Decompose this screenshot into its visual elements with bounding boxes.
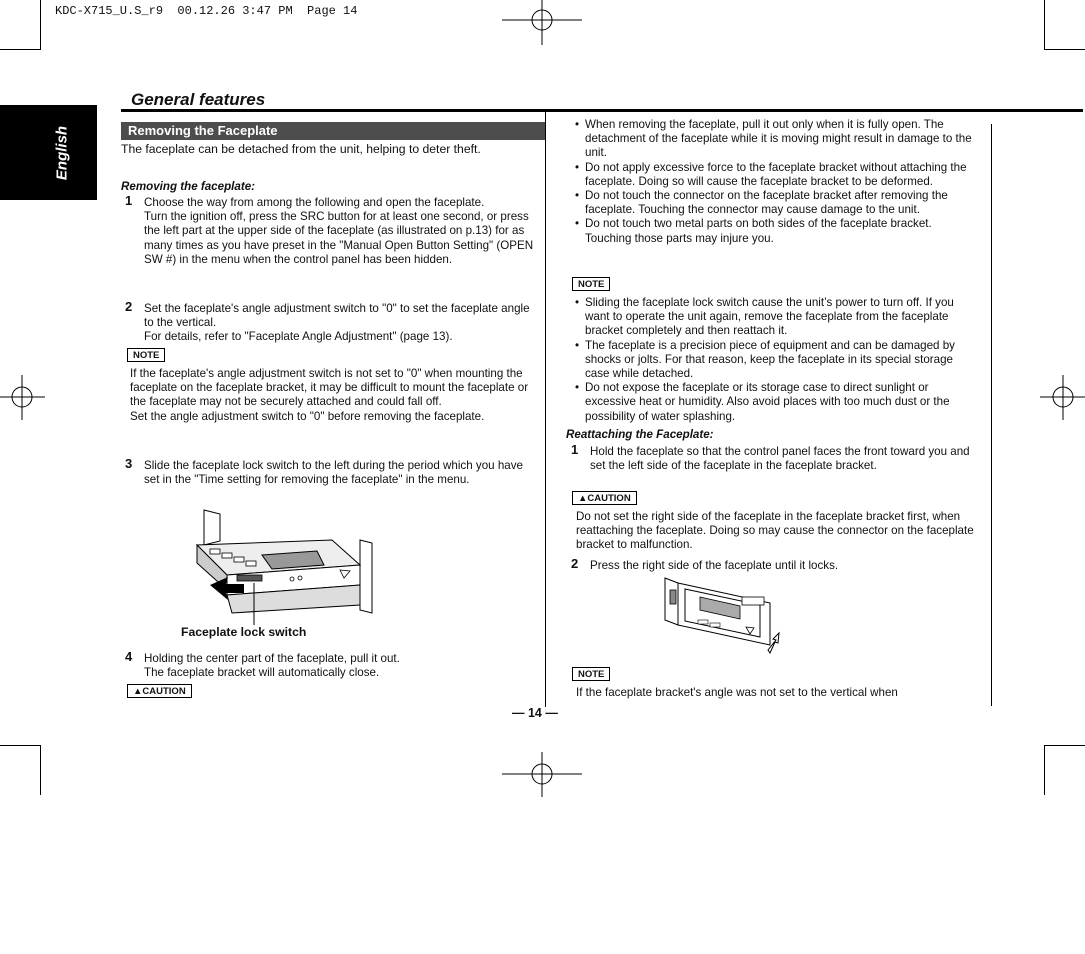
- page-title: General features: [131, 90, 266, 109]
- step-2-text: Set the faceplate's angle adjustment switch to "0" to set the faceplate angle to the vertical. For details, refer to "Faceplate Angle Adjustment" (page 13).: [144, 302, 530, 344]
- step-number: 2: [125, 299, 133, 314]
- step-number: 4: [125, 649, 133, 664]
- list-item: • Do not apply excessive force to the faceplate bracket without attaching the faceplate. Doing so will cause the faceplate bracket to be deformed.: [575, 161, 977, 189]
- subhead-removing: Removing the faceplate:: [121, 180, 256, 193]
- list-item: • When removing the faceplate, pull it out only when it is fully open. The detachment of the faceplate while it is moving might result in damage to the unit.: [575, 118, 977, 161]
- step-number: 2: [571, 556, 579, 571]
- bullet-list-top: [575, 118, 977, 246]
- registration-mark-right: [1040, 375, 1085, 420]
- registration-mark-left: [0, 375, 45, 420]
- step-4-text: Holding the center part of the faceplate, pull it out. The faceplate bracket will automatically close.: [144, 652, 400, 680]
- column-divider: [545, 112, 546, 707]
- reattach-step-1-text: Hold the faceplate so that the control panel faces the front toward you and set the left side of the faceplate in the faceplate bracket.: [590, 445, 970, 473]
- note-badge: NOTE: [127, 348, 165, 362]
- step-3-text: Slide the faceplate lock switch to the left during the period which you have set in the "Time setting for removing the faceplate" in the menu.: [144, 459, 523, 487]
- right-margin-rule: [991, 124, 992, 706]
- step-number: 3: [125, 456, 133, 471]
- note-badge: NOTE: [572, 667, 610, 681]
- intro-text: The faceplate can be detached from the unit, helping to deter theft.: [121, 142, 481, 156]
- list-item: • Do not touch the connector on the faceplate bracket after removing the faceplate. Touching the connector may cause damage to the unit.: [575, 189, 977, 217]
- subhead-reattaching: Reattaching the Faceplate:: [566, 428, 714, 441]
- reattach-illustration: [660, 575, 780, 665]
- note-text: If the faceplate's angle adjustment switch is not set to "0" when mounting the faceplate on the faceplate bracket, it may be difficult to mount the faceplate or the faceplate may not be securely attached and could fall off. Set the angle adjustment switch to "0" before removing the faceplate.: [130, 367, 529, 423]
- language-tab: [0, 105, 97, 200]
- step-number: 1: [125, 193, 133, 208]
- print-slug: KDC-X715_U.S_r9 00.12.26 3:47 PM Page 14: [55, 4, 358, 18]
- language-tab-label: English: [53, 125, 71, 181]
- bullet-list-note: [575, 296, 979, 424]
- reattach-step-2-text: Press the right side of the faceplate until it locks.: [590, 559, 839, 572]
- caution-badge: ▲CAUTION: [572, 491, 637, 505]
- registration-mark-bottom: [502, 752, 582, 797]
- list-item: • Do not expose the faceplate or its storage case to direct sunlight or excessive heat or humidity. Also avoid places with too much dust or the possibility of water splashing.: [575, 381, 979, 424]
- list-item: • The faceplate is a precision piece of equipment and can be damaged by shocks or jolts. For that reason, keep the faceplate in its special storage case while detached.: [575, 339, 979, 382]
- note-2-text: If the faceplate bracket's angle was not set to the vertical when: [576, 686, 898, 699]
- caution-text: Do not set the right side of the faceplate in the faceplate bracket first, when reattaching the faceplate. Doing so may cause the connector on the faceplate bracket to malfunction.: [576, 510, 974, 552]
- list-item: • Do not touch two metal parts on both sides of the faceplate bracket. Touching those parts may injure you.: [575, 217, 977, 245]
- page-number: — 14 —: [512, 706, 558, 720]
- figure-caption: Faceplate lock switch: [181, 625, 307, 639]
- faceplate-lock-illustration: [192, 505, 382, 625]
- note-badge: NOTE: [572, 277, 610, 291]
- warning-icon: ▲: [133, 686, 143, 697]
- title-rule: [121, 109, 1083, 112]
- step-1-text: Choose the way from among the following and open the faceplate. Turn the ignition off, press the SRC button for at least one second, or press the left part at the upper side of the faceplate (as illustrated on p.13) for as many times as you have preset in the "Manual Open Button Setting" (OPEN SW #) in the menu when the control panel has been hidden.: [144, 196, 534, 266]
- warning-icon: ▲: [578, 493, 588, 504]
- section-header: Removing the Faceplate: [121, 122, 545, 140]
- registration-mark-top: [502, 0, 582, 45]
- list-item: • Sliding the faceplate lock switch cause the unit’s power to turn off. If you want to operate the unit again, remove the faceplate from the faceplate bracket completely and then reattach it.: [575, 296, 979, 339]
- caution-badge: ▲CAUTION: [127, 684, 192, 698]
- step-number: 1: [571, 442, 579, 457]
